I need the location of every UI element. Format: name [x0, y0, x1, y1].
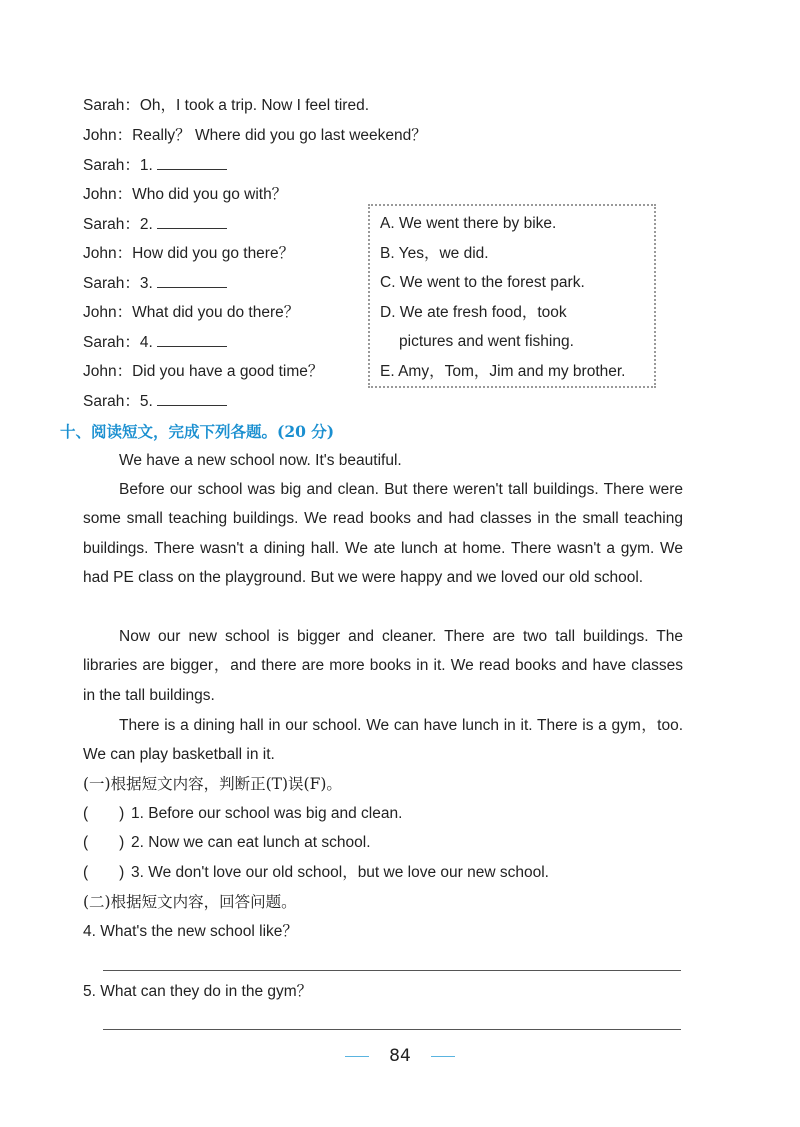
section-title: 十、阅读短文，完成下列各题。(20 分): [60, 422, 335, 441]
tf-answer-2[interactable]: ( ): [83, 834, 125, 851]
dialogue-line-9: Sarah：4.: [83, 332, 227, 353]
answer-line-5[interactable]: [103, 1029, 681, 1030]
dialogue-line-4: John：Who did you go with？: [83, 186, 288, 203]
dialogue-line-11: Sarah：5.: [83, 391, 227, 412]
dialogue-line-1: Sarah：Oh，I took a trip. Now I feel tired.: [83, 97, 370, 114]
answer-line-4[interactable]: [103, 970, 681, 971]
answer-blank-3[interactable]: [157, 273, 227, 288]
dialogue-line-6: John：How did you go there？: [83, 245, 295, 262]
page-number: 84: [389, 1046, 411, 1066]
part2-title: (二)根据短文内容，回答问题。: [83, 893, 297, 911]
question-4: 4. What's the new school like？: [83, 923, 298, 940]
option-d-continued: pictures and went fishing.: [399, 333, 574, 350]
passage-paragraph-2: Before our school was big and clean. But there weren't tall buildings. There were some small teaching buildings. We read books and had classes in the small teaching buildings. There wasn't a dining hall. We ate lunch at home. There wasn't a gym. We had PE class on the playground. But we were happy and we loved our old school.: [83, 481, 683, 587]
passage-paragraph-1: We have a new school now. It's beautiful.: [119, 452, 402, 469]
tf-answer-1[interactable]: ( ): [83, 805, 125, 822]
tf-item-3: ( ) 3. We don't love our old school，but we love our new school.: [83, 864, 549, 881]
answer-blank-5[interactable]: [157, 391, 227, 406]
dialogue-line-8: John：What did you do there？: [83, 304, 300, 321]
tf-item-2: ( ) 2. Now we can eat lunch at school.: [83, 834, 371, 851]
footer-dash-right: [431, 1056, 455, 1057]
footer-dash-left: [345, 1056, 369, 1057]
part1-title: (一)根据短文内容，判断正(T)误(F)。: [83, 775, 342, 793]
option-d: D. We ate fresh food，took: [380, 304, 567, 321]
dialogue-line-2: John：Really？ Where did you go last weekend？: [83, 127, 427, 144]
dialogue-line-7: Sarah：3.: [83, 273, 227, 294]
option-e: E. Amy，Tom，Jim and my brother.: [380, 363, 626, 380]
tf-answer-3[interactable]: ( ): [83, 864, 125, 881]
passage-paragraph-3: Now our new school is bigger and cleaner. There are two tall buildings. The libraries are bigger，and there are more books in it. We read books and have classes in the tall buildings.: [83, 628, 683, 704]
option-a: A. We went there by bike.: [380, 215, 557, 232]
tf-item-1: ( ) 1. Before our school was big and clean.: [83, 805, 403, 822]
option-b: B. Yes，we did.: [380, 245, 489, 262]
answer-blank-1[interactable]: [157, 155, 227, 170]
question-5: 5. What can they do in the gym？: [83, 983, 313, 1000]
dialogue-line-3: Sarah：1.: [83, 155, 227, 176]
answer-blank-4[interactable]: [157, 332, 227, 347]
option-c: C. We went to the forest park.: [380, 274, 585, 291]
page-footer: [0, 1046, 800, 1066]
answer-blank-2[interactable]: [157, 214, 227, 229]
dialogue-line-5: Sarah：2.: [83, 214, 227, 235]
passage-paragraph-4: There is a dining hall in our school. We can have lunch in it. There is a gym，too. We can play basketball in it.: [83, 717, 683, 764]
dialogue-line-10: John：Did you have a good time？: [83, 363, 324, 380]
